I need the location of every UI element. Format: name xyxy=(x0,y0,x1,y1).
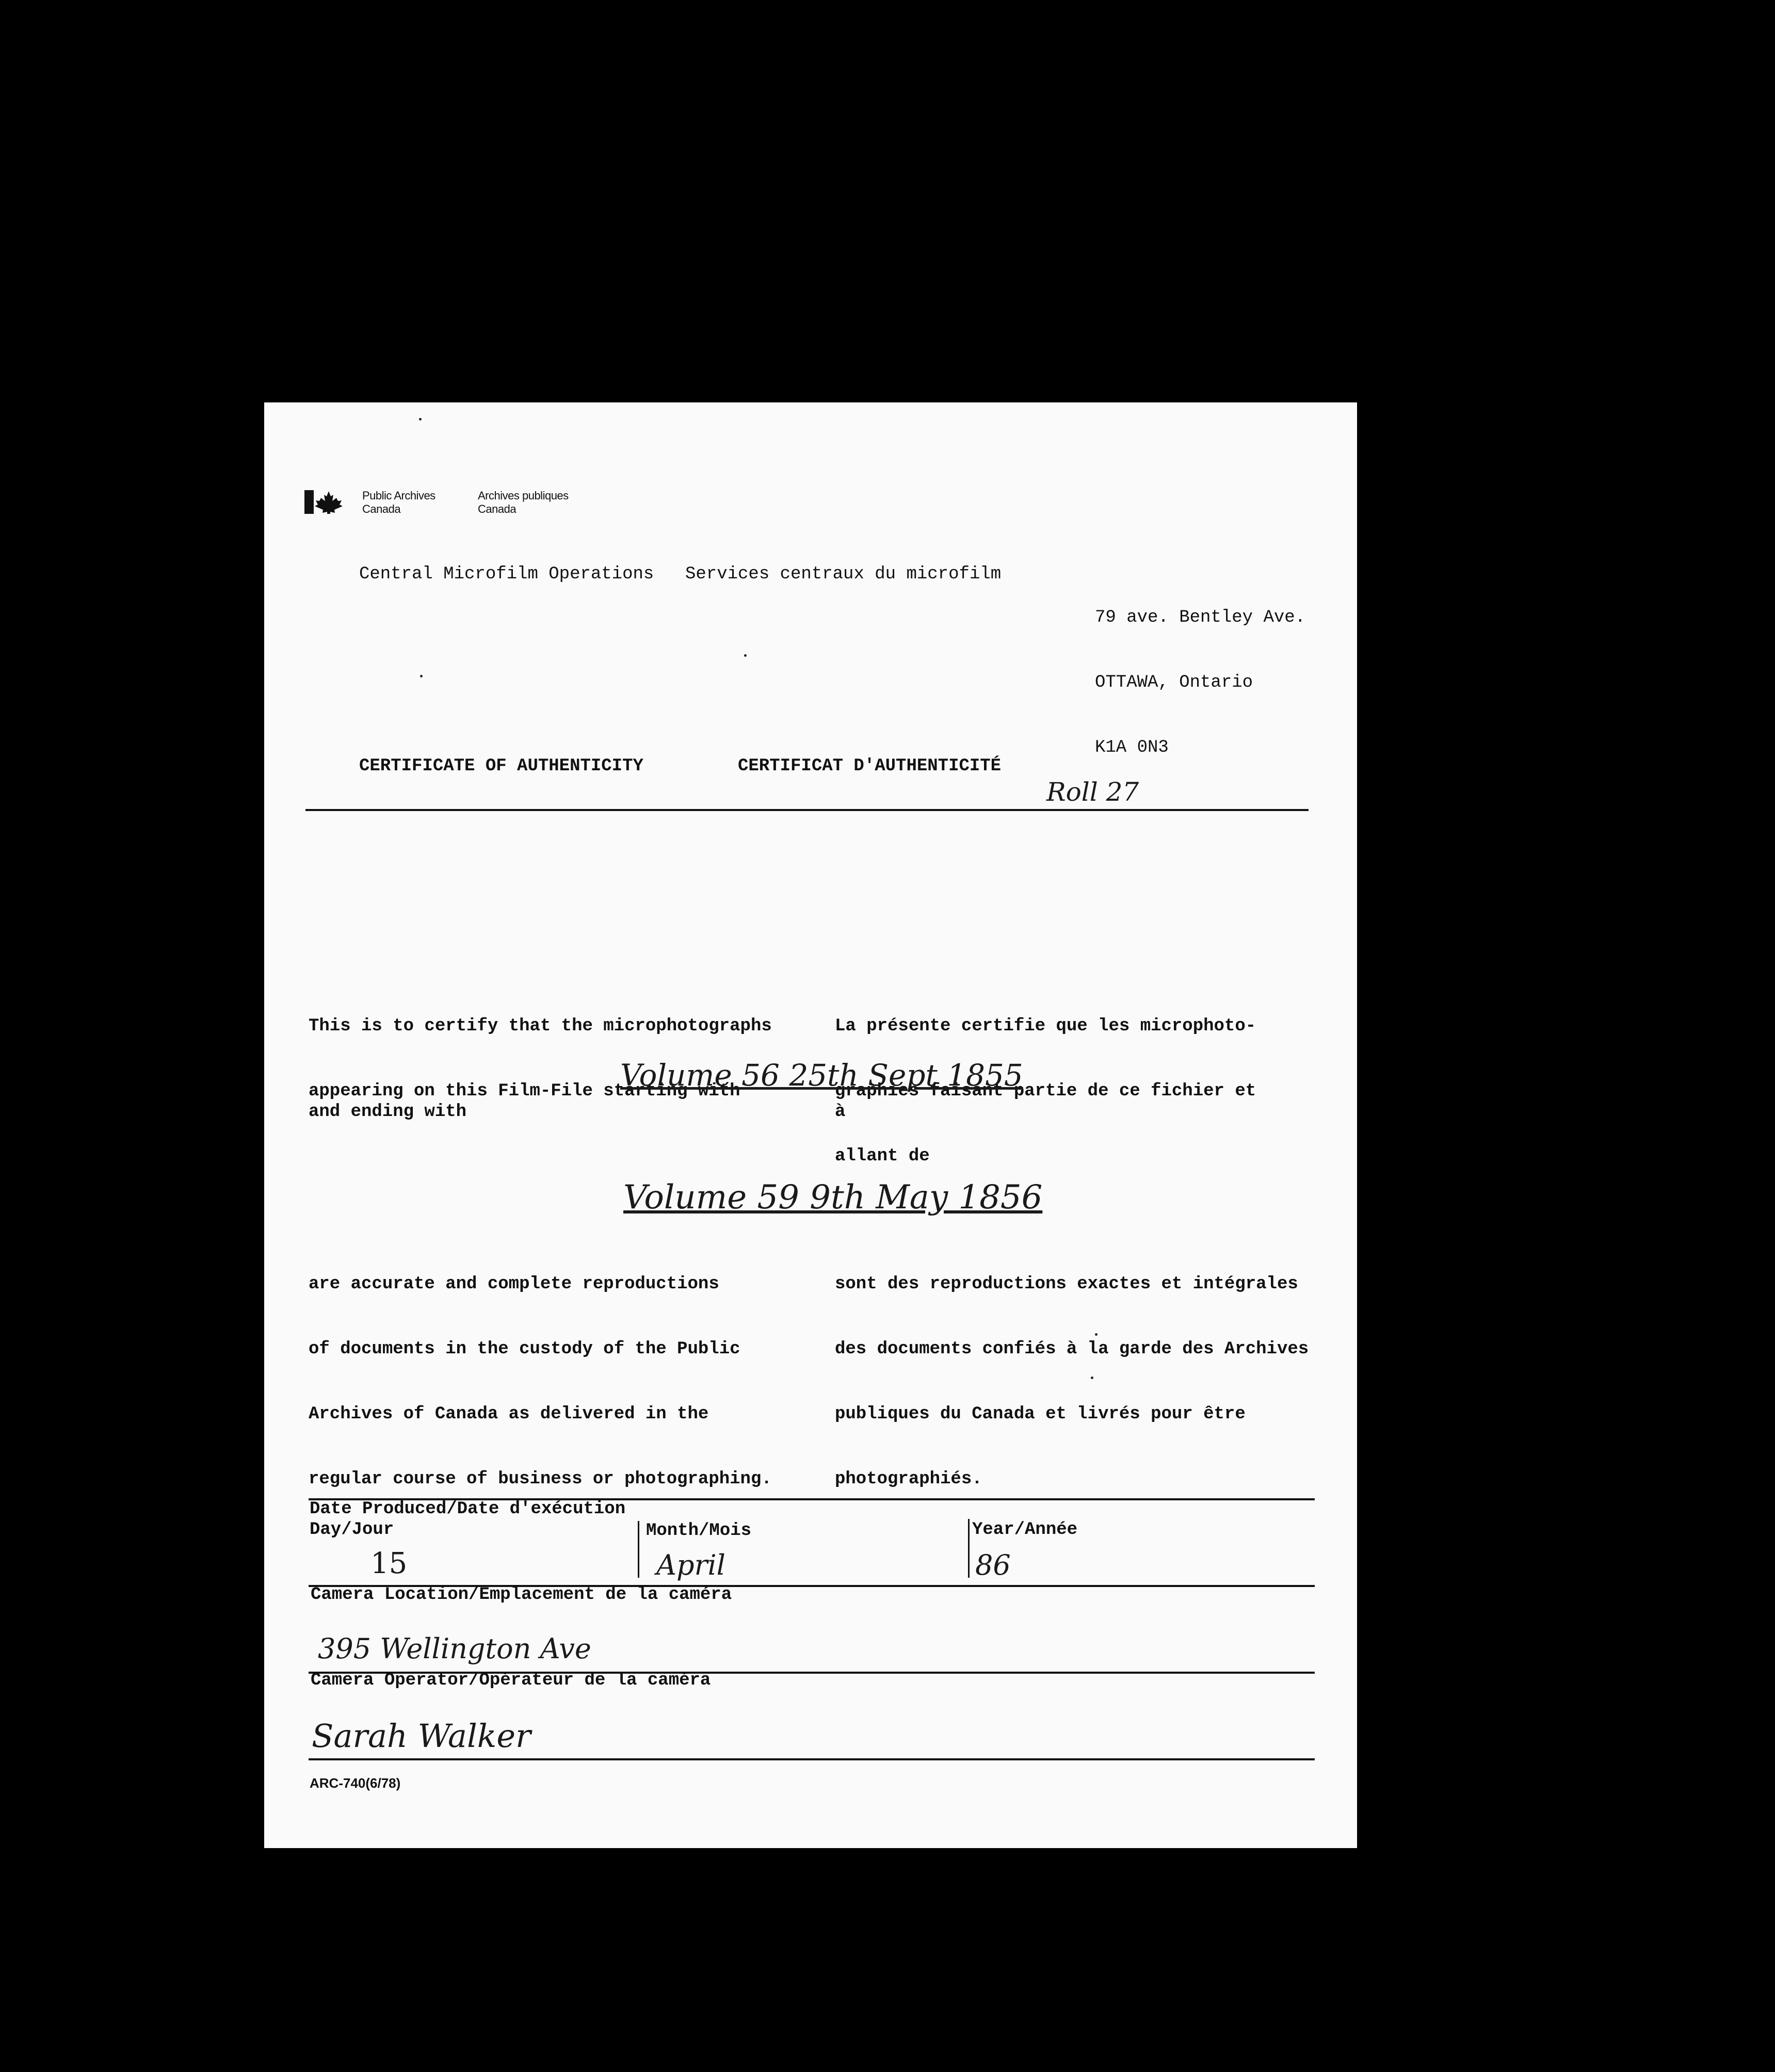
address-line-1: 79 ave. Bentley Ave. xyxy=(1095,608,1306,627)
day-label: Day/Jour xyxy=(310,1520,394,1540)
logo-fr-line2: Canada xyxy=(478,503,517,515)
speck xyxy=(744,654,747,657)
accurate-en-line3: Archives of Canada as delivered in the xyxy=(309,1404,709,1424)
office-name-en: Central Microfilm Operations xyxy=(359,564,654,584)
accurate-en-line2: of documents in the custody of the Public xyxy=(309,1339,740,1359)
certificate-title-fr: CERTIFICAT D'AUTHENTICITÉ xyxy=(738,756,1002,776)
day-value-handwritten: 15 xyxy=(370,1547,408,1580)
address-line-3: K1A 0N3 xyxy=(1095,738,1169,757)
canada-flag-logo xyxy=(304,490,344,514)
end-volume-handwritten: Volume 59 9th May 1856 xyxy=(623,1178,1043,1217)
accurate-en-line1: are accurate and complete reproductions xyxy=(309,1274,719,1294)
speck xyxy=(420,675,423,677)
certify-fr-line3: allant de xyxy=(835,1146,930,1166)
operator-rule xyxy=(309,1758,1315,1760)
logo-fr-line1: Archives publiques xyxy=(478,489,569,502)
logo-en-line2: Canada xyxy=(362,503,401,515)
ending-label-fr: à xyxy=(835,1102,846,1122)
logo-text-fr xyxy=(478,489,569,516)
roll-number-handwritten: Roll 27 xyxy=(1046,777,1139,807)
certify-en-line2: appearing on this Film-File starting with xyxy=(309,1081,740,1101)
year-label: Year/Année xyxy=(972,1520,1078,1540)
camera-location-label: Camera Location/Emplacement de la caméra xyxy=(311,1585,732,1605)
certificate-page xyxy=(264,402,1357,1848)
ending-label-en: and ending with xyxy=(309,1102,467,1122)
title-rule xyxy=(305,809,1309,811)
form-code: ARC-740(6/78) xyxy=(310,1775,401,1791)
camera-operator-label: Camera Operator/Opérateur de la caméra xyxy=(311,1671,711,1690)
accurate-fr xyxy=(835,1230,1309,1533)
certificate-title-en: CERTIFICATE OF AUTHENTICITY xyxy=(359,756,643,776)
start-volume-handwritten: Volume 56 25th Sept 1855 xyxy=(620,1058,1023,1093)
certify-fr-line2: graphies faisant partie de ce fichier et xyxy=(835,1081,1256,1101)
accurate-fr-line1: sont des reproductions exactes et intégrales xyxy=(835,1274,1298,1294)
date-produced-label: Date Produced/Date d'exécution xyxy=(310,1499,626,1519)
month-value-handwritten: April xyxy=(656,1549,725,1581)
camera-operator-signature: Sarah Walker xyxy=(312,1717,531,1755)
accurate-fr-line2: des documents confiés à la garde des Archives xyxy=(835,1339,1309,1359)
year-value-handwritten: 86 xyxy=(975,1549,1011,1581)
accurate-fr-line3: publiques du Canada et livrés pour être xyxy=(835,1404,1246,1424)
office-name-fr: Services centraux du microfilm xyxy=(685,564,1002,584)
logo-text-en xyxy=(362,489,435,516)
certify-fr-line1: La présente certifie que les microphoto- xyxy=(835,1016,1256,1036)
month-label: Month/Mois xyxy=(646,1521,752,1541)
accurate-en xyxy=(309,1230,772,1533)
accurate-en-line4: regular course of business or photographing. xyxy=(309,1469,772,1489)
month-year-divider xyxy=(968,1519,970,1578)
speck xyxy=(1095,1333,1098,1336)
speck xyxy=(1091,1377,1093,1379)
logo-en-line1: Public Archives xyxy=(362,489,435,502)
certify-en-line1: This is to certify that the microphotographs xyxy=(309,1016,772,1036)
speck xyxy=(419,418,422,420)
office-address xyxy=(1095,563,1305,802)
address-line-2: OTTAWA, Ontario xyxy=(1095,673,1253,692)
camera-location-handwritten: 395 Wellington Ave xyxy=(318,1632,591,1665)
accurate-fr-line4: photographiés. xyxy=(835,1469,982,1489)
day-month-divider xyxy=(638,1521,639,1578)
